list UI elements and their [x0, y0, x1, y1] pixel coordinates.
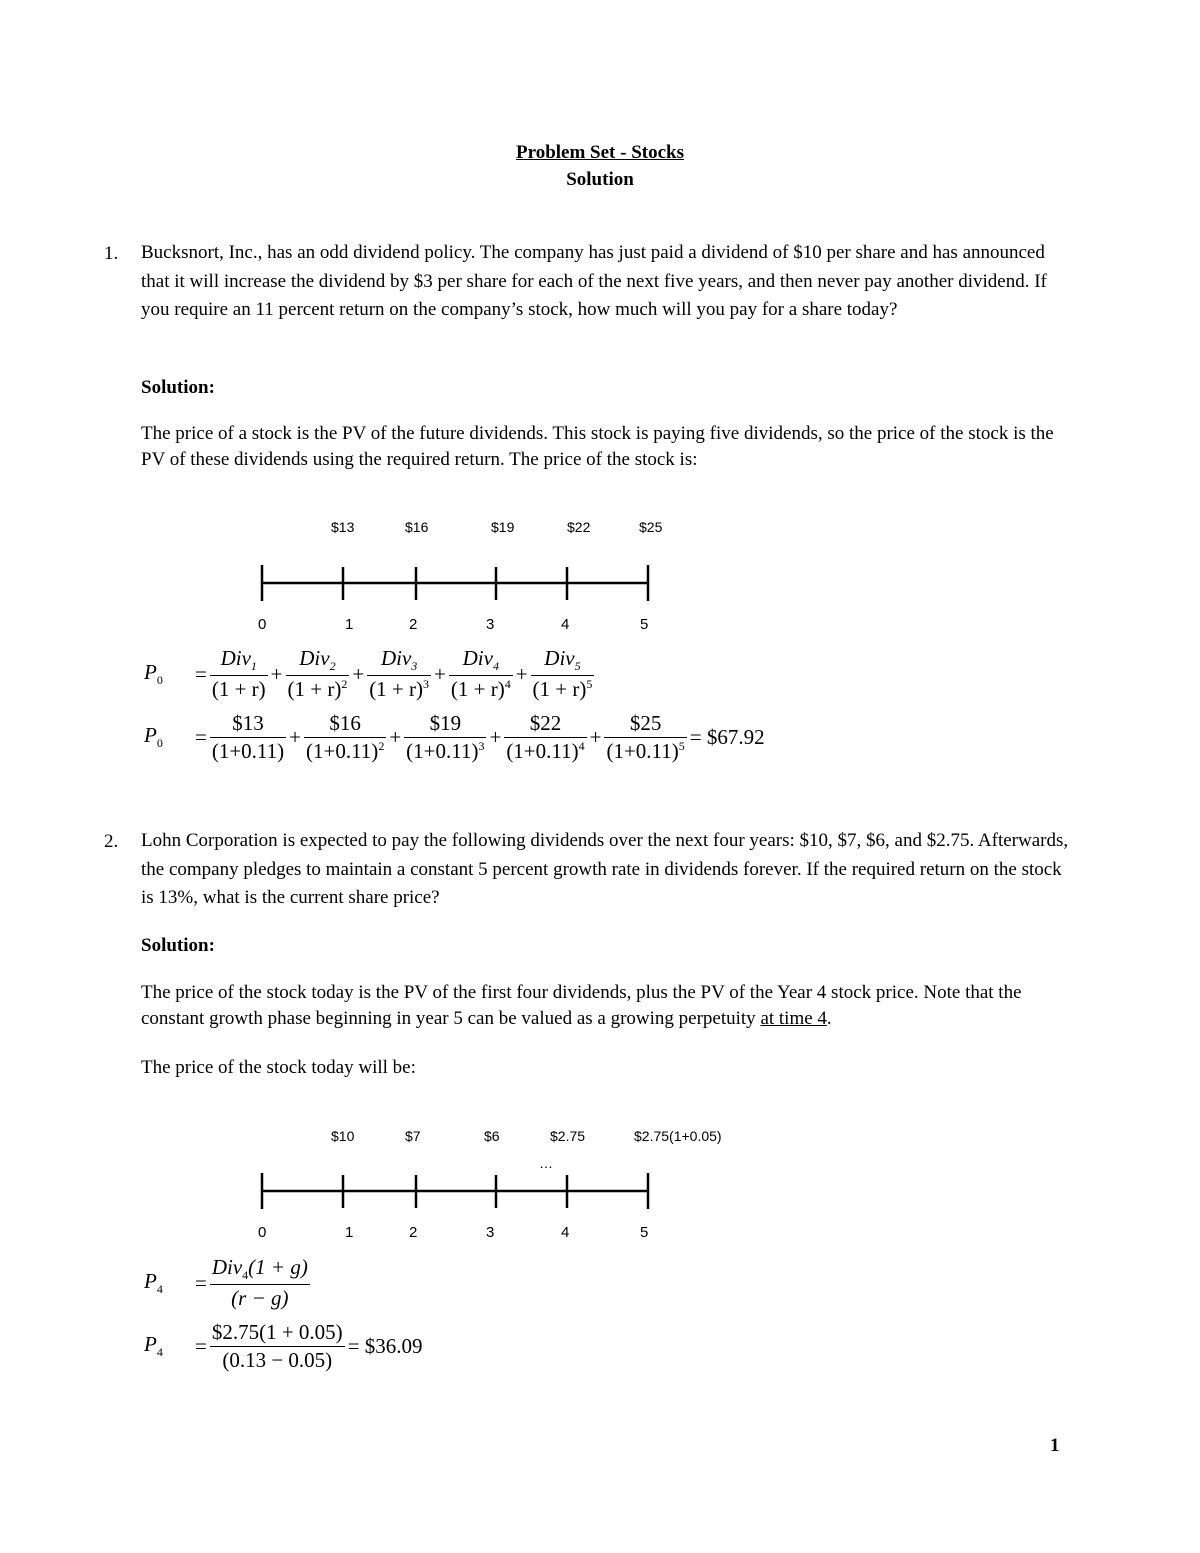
timeline-2-amount: $7 [405, 1128, 421, 1144]
problem-1-solution-label: Solution: [141, 377, 215, 398]
problem-1-explanation: The price of a stock is the PV of the future dividends. This stock is paying five dividends, so the price of the stock is the PV of these dividends using the required return. The price of the stock is: [141, 423, 1054, 470]
problem-1-question: Bucksnort, Inc., has an odd dividend policy. The company has just paid a dividend of $10 per share and has announced that it will increase the dividend by $3 per share for each of the next five years, and then never pay another dividend. If you require an 11 percent return on the company’s stock, how much will you pay for a share today? [141, 242, 1047, 320]
underlined-phrase: at time 4 [760, 1008, 827, 1029]
formula-p4-computation: $P_4$ = $\frac{\$2.75(1 + 0.05)}{(0.13 - 0.05)}$ = $36.09 [144, 1320, 426, 1373]
fraction-term: $\frac{\$16}{(1+0.11)^2}$ [306, 711, 385, 763]
timeline-2-period: 3 [486, 1224, 495, 1241]
fraction-term: $\frac{\$25}{(1+0.11)^5}$ [606, 711, 685, 763]
timeline-1-amount: $22 [567, 519, 591, 535]
formula-result: = $36.09 [347, 1334, 423, 1358]
timeline-1-period: 3 [486, 616, 495, 633]
formula-lhs: $P_4$ [144, 1332, 163, 1360]
problem-2-question: Lohn Corporation is expected to pay the following dividends over the next four years: $10, $7, $6, and $2.75. Afterwards, the company pledges to maintain a constant 5 percent growth rate in dividends forever. If the required return on the stock is 13%, what is the current share price? [141, 830, 1069, 908]
formula-p0-computation: $P_0$ = $\frac{\$13}{(1+0.11)}$ + $\frac{\$16}{(1+0.11)^2}$ + $\frac{\$19}{(1+0.11)^3}$ + $\frac{\$22}{(1+0.11)^4}$ + $\frac{\$25}{(1+0.11)^5}$ = $67.92 [144, 711, 768, 764]
fraction-term: $\frac{Div_3}{(1 + r)^3}$ [369, 646, 430, 702]
timeline-1-period: 5 [640, 616, 649, 633]
problem-1-number: 1. [104, 243, 119, 264]
page-subtitle: Solution [566, 169, 634, 190]
formula-lhs: $P_0$ [144, 723, 163, 751]
fraction-term: $\frac{\$13}{(1+0.11)}$ [211, 711, 285, 763]
formula-p0-general: $P_0$ = $\frac{Div_1}{(1 + r)}$ + $\frac{Div_2}{(1 + r)^2}$ + $\frac{Div_3}{(1 + r)^3}$ + $\frac{Div_4}{(1 + r)^4}$ + $\frac{Div_5}{(1 + r)^5}$ [144, 646, 593, 702]
page-title: Problem Set - Stocks [516, 142, 684, 163]
problem-2-explanation: The price of the stock today is the PV of the first four dividends, plus the PV of the Year 4 stock price. Note that the constant growth phase beginning in year 5 can be valued as a growing perpetuity at time 4. [141, 982, 1022, 1029]
timeline-1-amount: $16 [405, 519, 429, 535]
fraction-term: $\frac{Div_4(1 + g)}{(r - g)}$ [211, 1255, 308, 1311]
timeline-2-period: 1 [345, 1224, 354, 1241]
timeline-2-amount: $2.75(1+0.05) [634, 1128, 722, 1144]
timeline-1-period: 4 [561, 616, 570, 633]
timeline-1-amount: $13 [331, 519, 355, 535]
timeline-1-amount: $25 [639, 519, 663, 535]
timeline-2-ellipsis: … [539, 1155, 553, 1171]
timeline-1-period: 1 [345, 616, 354, 633]
fraction-term: $\frac{\$2.75(1 + 0.05)}{(0.13 - 0.05)}$ [211, 1320, 343, 1372]
fraction-term: $\frac{Div_5}{(1 + r)^5}$ [532, 646, 593, 702]
formula-lhs: $P_0$ [144, 660, 163, 688]
fraction-term: $\frac{Div_2}{(1 + r)^2}$ [287, 646, 348, 702]
formula-result: = $67.92 [689, 725, 765, 749]
timeline-1-period: 2 [409, 616, 418, 633]
timeline-2-period: 0 [258, 1224, 267, 1241]
problem-2-solution-label: Solution: [141, 935, 215, 956]
timeline-1-period: 0 [258, 616, 267, 633]
timeline-1-amount: $19 [491, 519, 515, 535]
timeline-2-amount: $6 [484, 1128, 500, 1144]
formula-p4-general: $P_4$ = $\frac{Div_4(1 + g)}{(r - g)}$ [144, 1255, 308, 1311]
page-number: 1 [1050, 1435, 1060, 1456]
formula-lhs: $P_4$ [144, 1269, 163, 1297]
fraction-term: $\frac{Div_4}{(1 + r)^4}$ [450, 646, 511, 702]
fraction-term: $\frac{\$22}{(1+0.11)^4}$ [506, 711, 585, 763]
problem-2-intro: The price of the stock today will be: [141, 1057, 416, 1078]
timeline-2-amount: $10 [331, 1128, 355, 1144]
timeline-2-period: 2 [409, 1224, 418, 1241]
fraction-term: $\frac{\$19}{(1+0.11)^3}$ [406, 711, 485, 763]
timeline-2-period: 4 [561, 1224, 570, 1241]
timeline-2-period: 5 [640, 1224, 649, 1241]
problem-2-number: 2. [104, 831, 119, 852]
fraction-term: $\frac{Div_1}{(1 + r)}$ [211, 646, 266, 702]
timeline-2-amount: $2.75 [550, 1128, 586, 1144]
